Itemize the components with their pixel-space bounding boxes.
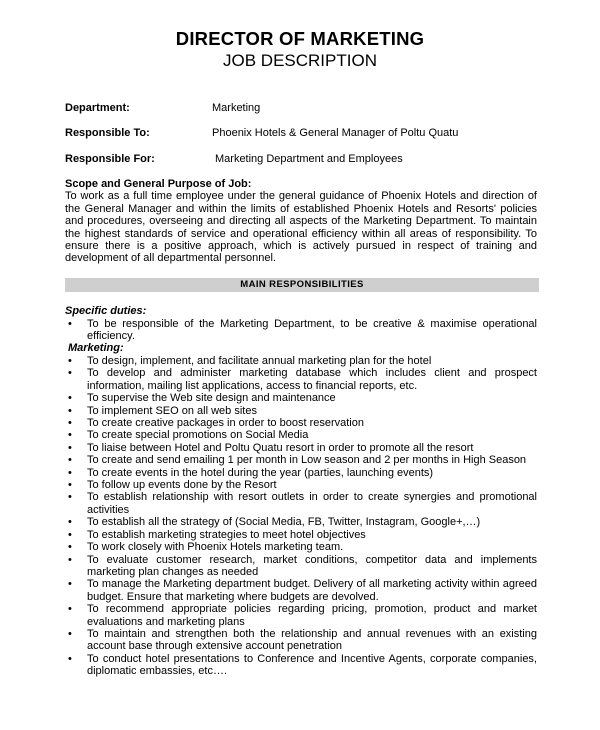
list-item-text: To create creative packages in order to boost reservation: [87, 417, 364, 430]
scope-heading: Scope and General Purpose of Job:: [65, 178, 252, 190]
bullet-icon: •: [68, 466, 72, 479]
list-item-text: To follow up events done by the Resort: [87, 479, 277, 492]
list-item-text: To be responsible of the Marketing Department, to be creative & maximise operational efficiency.: [87, 318, 537, 343]
list-item: [65, 603, 537, 628]
list-item-text: To establish marketing strategies to meet hotel objectives: [87, 528, 366, 541]
bullet-icon: •: [68, 479, 72, 492]
list-item-text: To create special promotions on Social Media: [87, 429, 309, 442]
bullet-icon: •: [68, 578, 72, 591]
list-item: [65, 417, 537, 429]
list-item-text: To manage the Marketing department budget. Delivery of all marketing activity within agreed budget. Ensure that marketing where budgets are devolved.: [87, 578, 537, 603]
list-item: [65, 653, 537, 678]
document-subtitle: JOB DESCRIPTION: [223, 51, 377, 70]
bullet-icon: •: [68, 627, 72, 640]
bullet-icon: •: [68, 404, 72, 417]
bullet-icon: •: [68, 652, 72, 665]
list-item-text: To establish relationship with resort outlets in order to create synergies and promotional activities: [87, 491, 537, 516]
list-item-text: To create events in the hotel during the year (parties, launching events): [87, 466, 434, 479]
list-item: [65, 442, 537, 454]
main-responsibilities-banner: MAIN RESPONSIBILITIES: [65, 278, 539, 292]
list-item-text: To create and send emailing 1 per month in Low season and 2 per months in High Season: [87, 454, 527, 467]
list-item-text: To evaluate customer research, market conditions, competitor data and implements marketing plan changes as needed: [87, 553, 537, 578]
bullet-icon: •: [68, 355, 72, 367]
bullet-icon: •: [68, 516, 72, 529]
info-value-department: Marketing: [212, 102, 261, 114]
list-item: [65, 467, 537, 479]
list-item-text: To design, implement, and facilitate annual marketing plan for the hotel: [87, 355, 432, 367]
list-item: [65, 628, 537, 653]
list-item-text: To work closely with Phoenix Hotels marketing team.: [87, 541, 344, 554]
scope-text: To work as a full time employee under the general guidance of Phoenix Hotels and direction of the General Manager and within the limits of established Phoenix Hotels and Resorts' policies and procedures, overseeing and directing all aspects of the Marketing Department. To maintain the highest standards of service and operational efficiency within all areas of responsibility. To ensure there is a positive approach, which is actively pursued in respect of training and development of all departmental personnel.: [65, 190, 537, 265]
list-item: [65, 491, 537, 516]
bullet-icon: •: [68, 392, 72, 405]
bullet-icon: •: [68, 553, 72, 566]
bullet-icon: •: [68, 417, 72, 430]
list-item-text: To maintain and strengthen both the relationship and annual revenues with an existing account base through extensive account penetration: [87, 627, 537, 653]
info-value-responsible-for: Marketing Department and Employees: [215, 153, 403, 165]
list-item: [65, 479, 537, 491]
bullet-icon: •: [68, 491, 72, 504]
bullet-icon: •: [68, 441, 72, 454]
bullet-icon: •: [68, 429, 72, 442]
list-item: [65, 578, 537, 603]
list-item: [65, 429, 537, 441]
info-label-responsible-to: Responsible To:: [65, 127, 150, 139]
bullet-icon: •: [68, 367, 72, 380]
list-item: [65, 318, 537, 343]
list-item-text: To recommend appropriate policies regarding pricing, promotion, product and market evaluations and marketing plans: [87, 603, 537, 628]
bullet-icon: •: [68, 528, 72, 541]
list-item: [65, 392, 537, 404]
list-item: [65, 405, 537, 417]
info-label-department: Department:: [65, 102, 130, 114]
list-item-text: To develop and administer marketing database which includes client and prospect information, mailing list applications, access to financial reports, etc.: [87, 367, 537, 392]
list-item: [65, 529, 537, 541]
list-item-text: To conduct hotel presentations to Conference and Incentive Agents, corporate companies, diplomatic embassies, etc….: [87, 652, 537, 678]
bullet-icon: •: [68, 541, 72, 554]
scope-section: [65, 178, 537, 265]
list-item: [65, 355, 537, 367]
document-title: DIRECTOR OF MARKETING: [175, 28, 425, 49]
specific-duties-heading: Specific duties:: [65, 305, 147, 317]
list-item: [65, 454, 537, 466]
list-item: [65, 367, 537, 392]
bullet-icon: •: [68, 318, 72, 330]
list-item: [65, 541, 537, 553]
list-item-text: To implement SEO on all web sites: [87, 404, 257, 417]
info-label-responsible-for: Responsible For:: [65, 153, 155, 165]
specific-duties-list: [65, 318, 537, 343]
list-item-text: To liaise between Hotel and Poltu Quatu resort in order to promote all the resort: [87, 441, 474, 454]
list-item-text: To supervise the Web site design and maintenance: [87, 392, 336, 405]
list-item: [65, 554, 537, 579]
marketing-heading: Marketing:: [68, 342, 124, 354]
info-value-responsible-to: Phoenix Hotels & General Manager of Poltu Quatu: [212, 127, 459, 139]
bullet-icon: •: [68, 454, 72, 467]
bullet-icon: •: [68, 603, 72, 616]
list-item-text: To establish all the strategy of (Social Media, FB, Twitter, Instagram, Google+,…): [87, 516, 481, 529]
list-item: [65, 516, 537, 528]
marketing-duties-list: [65, 355, 537, 678]
